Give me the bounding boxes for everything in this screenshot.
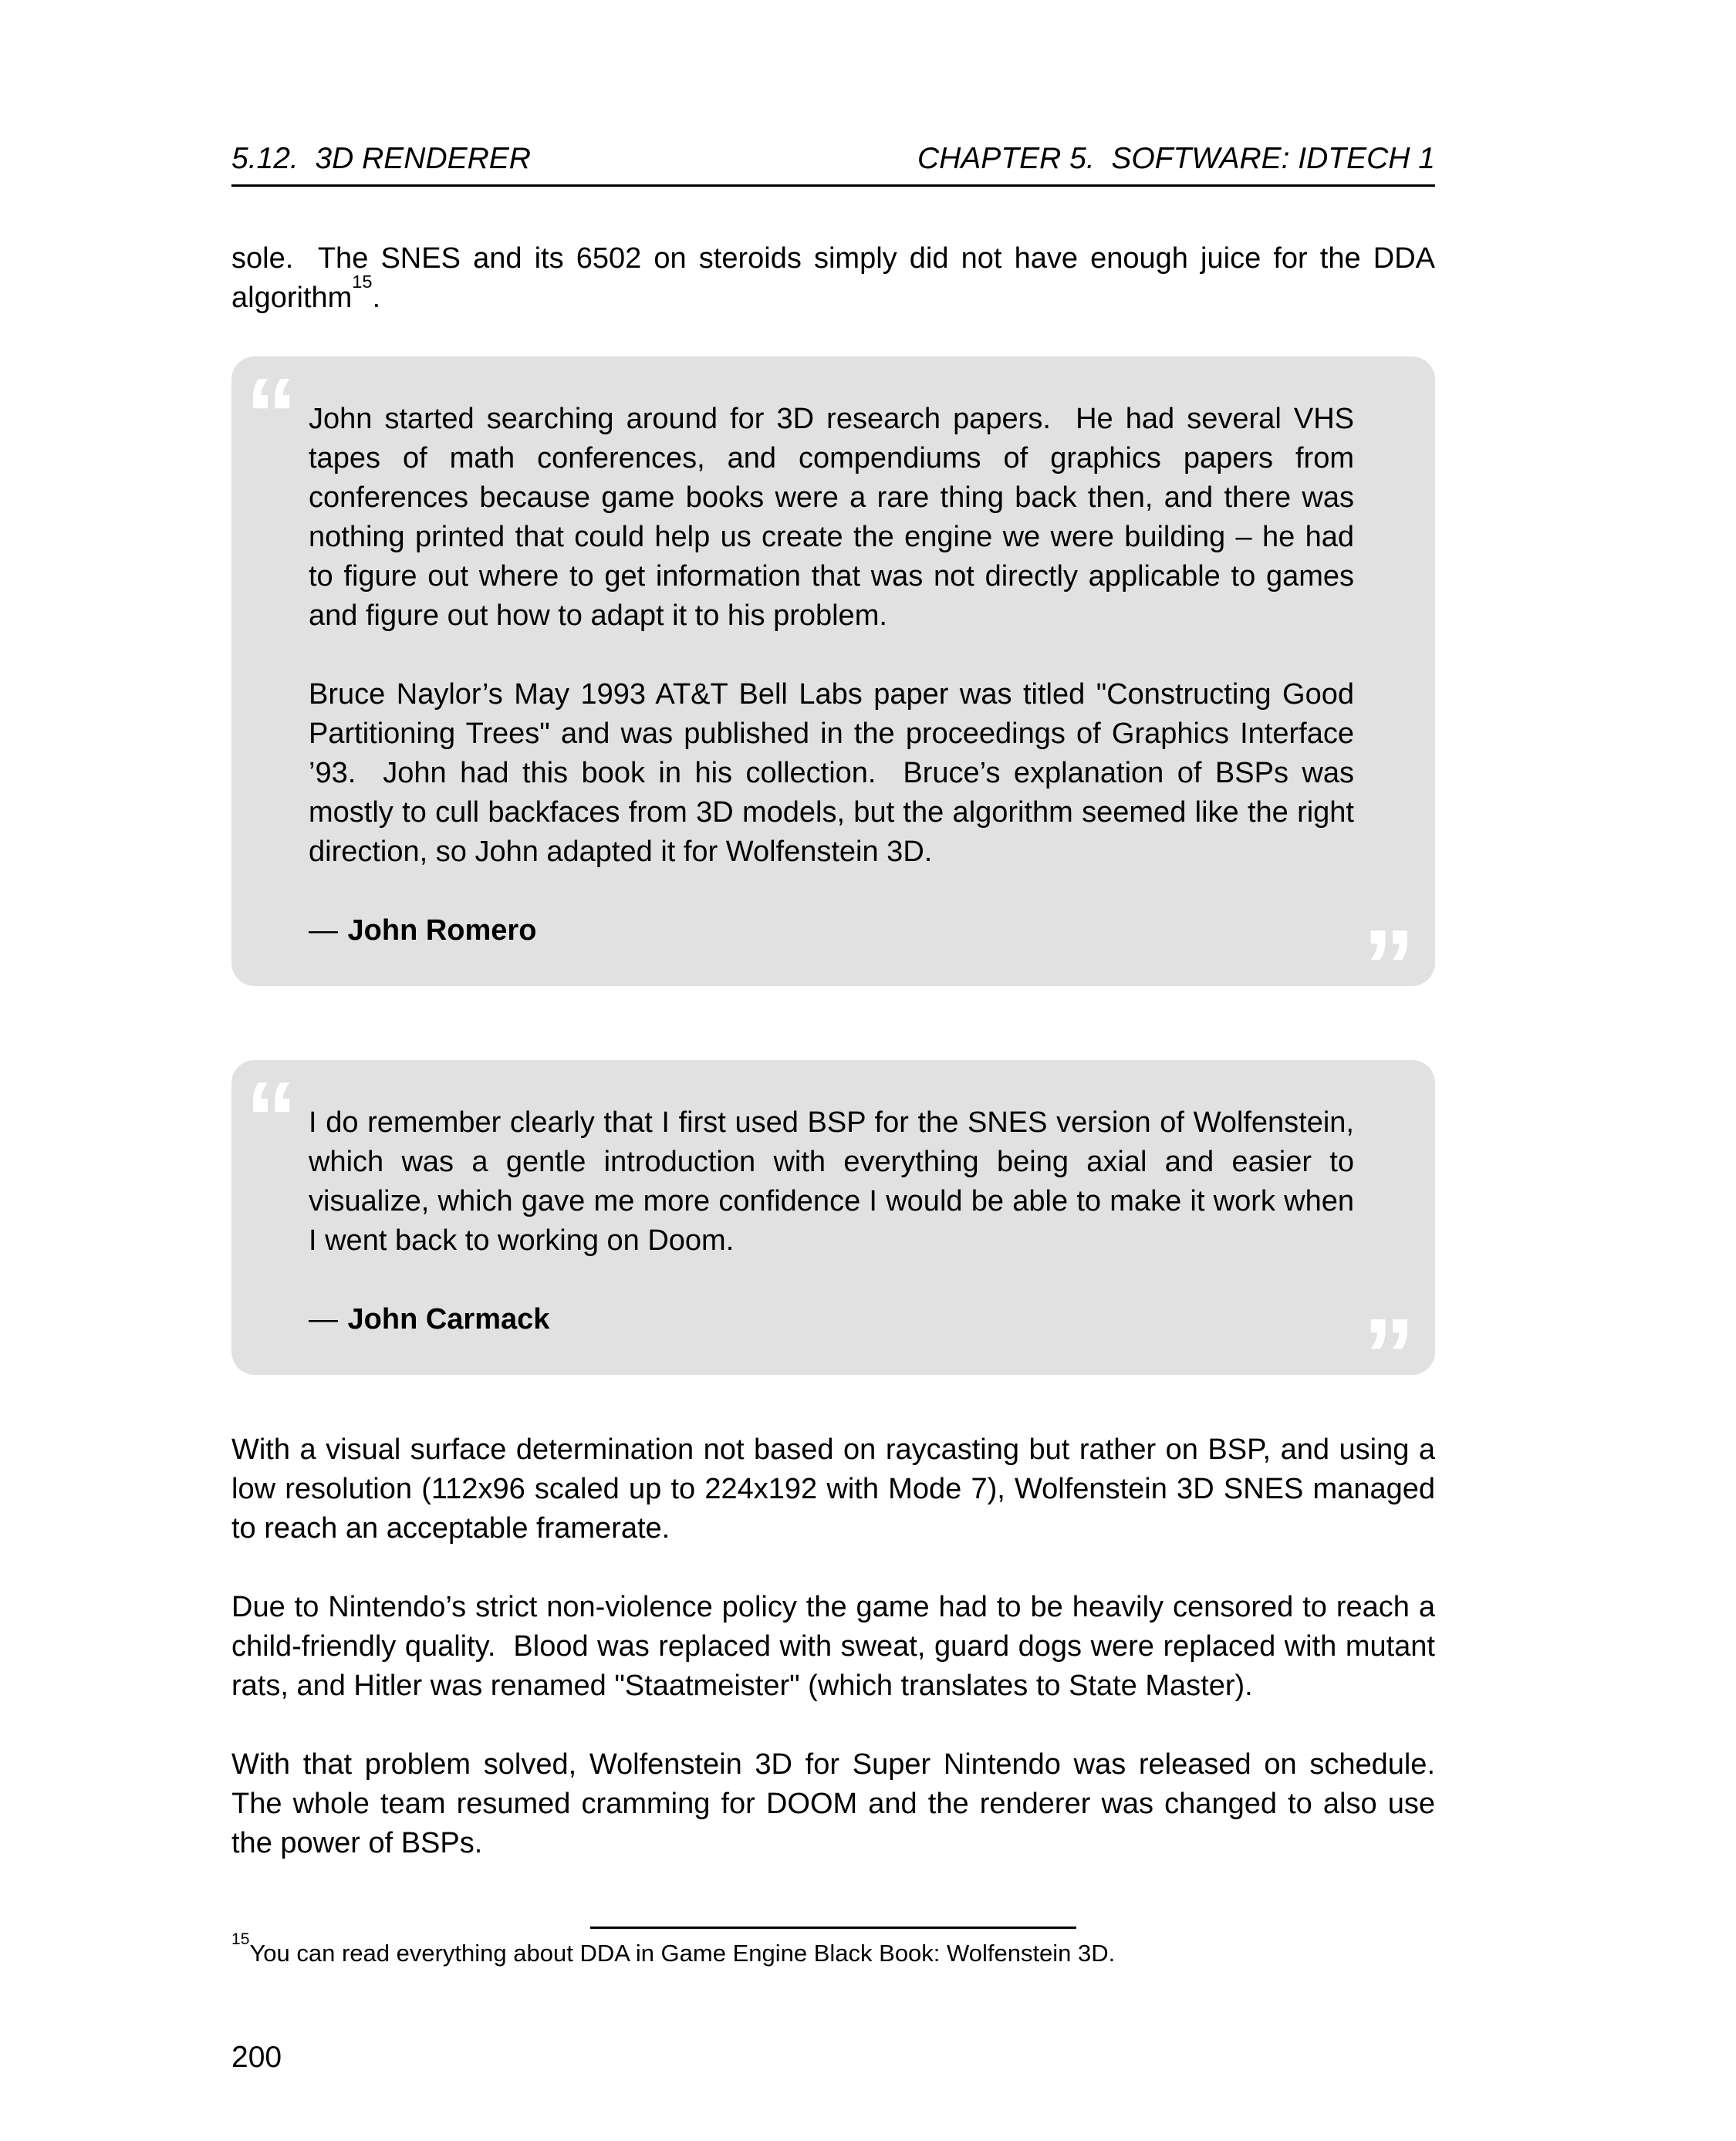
quote-block-john-romero [231,356,1435,1025]
body-paragraph-censorship: Due to Nintendo’s strict non-violence policy the game had to be heavily censored to reach a child-friendly quality. Blood was replaced with sweat, guard dogs were replaced with mutant rats, and Hitler was renamed "Staatmeister" (which translates to State Master). [231,1591,1435,1702]
running-head-left: 5.12. 3D RENDERER [231,142,531,175]
attribution-dash: — [309,1303,338,1336]
attribution-name: John Carmack [347,1303,550,1336]
quote-content [309,1103,1354,1339]
quote-attribution [309,1300,1354,1339]
running-head-right: CHAPTER 5. SOFTWARE: IDTECH 1 [917,142,1435,175]
header-rule [231,184,1435,187]
close-quote-icon: ” [1363,1297,1415,1413]
footnote-rule [590,1927,1076,1929]
intro-text: sole. The SNES and its 6502 on steroids simply did not have enough juice for the DDA algorithm [231,242,1435,314]
attribution-dash: — [309,914,338,947]
close-quote-icon: ” [1363,908,1415,1025]
quote-content [309,400,1354,951]
footnote-area [231,1927,1435,1969]
open-quote-icon: “ [245,1060,298,1177]
quote-attribution [309,911,1354,951]
page-header [231,141,1435,177]
quote-paragraph: Bruce Naylor’s May 1993 AT&T Bell Labs paper was titled "Constructing Good Partitioning Trees" and was published in the proceedings of Graphics Interface ’93. John had this book in his collection. Bruce’s explanation of BSPs was mostly to cull backfaces from 3D models, but the algorithm seemed like the right direction, so John adapted it for Wolfenstein 3D. [309,678,1354,868]
quote-paragraph: I do remember clearly that I first used BSP for the SNES version of Wolfenstein, which was a gentle introduction with everything being axial and easier to visualize, which gave me more confidence I would be able to make it work when I went back to working on Doom. [309,1106,1354,1257]
body-paragraph-release: With that problem solved, Wolfenstein 3D for Super Nintendo was released on schedule. The whole team resumed cramming for DOOM and the renderer was changed to also use the power of BSPs. [231,1748,1435,1859]
footnote-ref: 15 [352,271,373,292]
quote-block-john-carmack [231,1060,1435,1413]
intro-text-end: . [372,282,381,314]
page-number: 200 [231,2041,282,2074]
body-paragraph-framerate: With a visual surface determination not based on raycasting but rather on BSP, and using a low resolution (112x96 scaled up to 224x192 with Mode 7), Wolfenstein 3D SNES managed to reach an acceptable framerate. [231,1434,1435,1545]
intro-paragraph [231,239,1435,318]
footnote-text: You can read everything about DDA in Game Engine Black Book: Wolfenstein 3D. [249,1940,1116,1967]
footnote [231,1930,1435,1969]
quote-paragraph: John started searching around for 3D research papers. He had several VHS tapes of math conferences, and compendiums of graphics papers from conferences because game books were a rare thing back then, and there was nothing printed that could help us create the engine we were building – he had to figure out where to get information that was not directly applicable to games and figure out how to adapt it to his problem. [309,403,1354,632]
attribution-name: John Romero [347,914,537,947]
footnote-marker: 15 [231,1930,250,1949]
open-quote-icon: “ [245,356,298,473]
